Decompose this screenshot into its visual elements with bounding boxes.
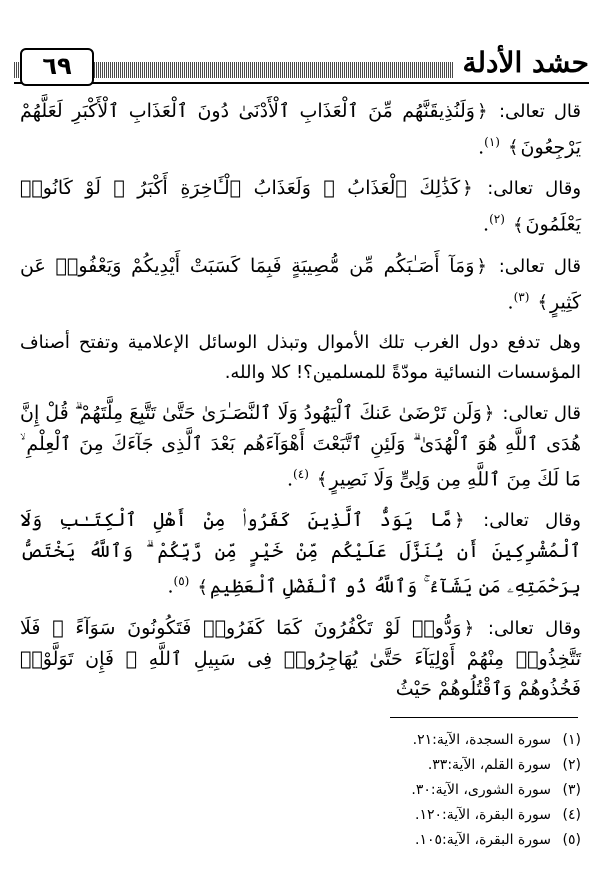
- footnote-item: [321, 728, 581, 753]
- verse-intro: وقال تعالى:: [483, 510, 581, 532]
- ornate-bracket-close: ﴾: [197, 576, 208, 598]
- paragraph-prose: وهل تدفع دول الغرب تلك الأموال وتبذل الوسائل الإعلامية وتفتح أصناف المؤسسات النسائية مودّةً للمسلمين؟! كلا والله.: [20, 331, 581, 383]
- quran-verse: مَّا يَوَدُّ ٱلَّذِينَ كَفَرُوا۟ مِنْ أَهْلِ ٱلْكِتَـٰبِ وَلَا ٱلْمُشْرِكِينَ أَن يُنَزَّلَ عَلَيْكُم مِّنْ خَيْرٍ مِّن رَّبِّكُمْ ۗ وَٱللَّهُ يَخْتَصُّ بِرَحْمَتِهِۦ مَن يَشَآءُ ۚ وَٱللَّهُ ذُو ٱلْفَضْلِ ٱلْعَظِيمِ: [20, 509, 581, 598]
- paragraph-verse-5: [20, 505, 581, 602]
- ornate-bracket-close: ﴾: [508, 137, 519, 159]
- verse-end: .: [478, 136, 485, 159]
- verse-end: .: [167, 575, 174, 598]
- quran-verse: وَدُّوا۟ لَوْ تَكْفُرُونَ كَمَا كَفَرُوا۟ فَتَكُونُونَ سَوَآءً ۖ فَلَا تَتَّخِذُوا۟ مِنْهُمْ أَوْلِيَآءَ حَتَّىٰ يُهَاجِرُوا۟ فِى سَبِيلِ ٱللَّهِ ۚ فَإِن تَوَلَّوْا۟ فَخُذُوهُمْ وَٱقْتُلُوهُمْ حَيْثُ: [20, 616, 581, 700]
- footnote-number: (٤): [562, 807, 581, 823]
- ornate-bracket-open: ﴿: [476, 255, 487, 277]
- ornate-bracket-open: ﴿: [463, 617, 475, 639]
- footnote-number: (١): [562, 732, 581, 748]
- verse-end: .: [287, 468, 294, 491]
- footnote-ref: (٤): [293, 466, 309, 481]
- ornate-bracket-close: ﴾: [537, 291, 548, 313]
- paragraph-verse-1: [20, 96, 581, 163]
- footnote-ref: (٢): [489, 212, 505, 227]
- quran-verse: وَلَن تَرْضَىٰ عَنكَ ٱلْيَهُودُ وَلَا ٱلنَّصَـٰرَىٰ حَتَّىٰ تَتَّبِعَ مِلَّتَهُمْ ۗ قُلْ إِنَّ هُدَى ٱللَّهِ هُوَ ٱلْهُدَىٰ ۗ وَلَئِنِ ٱتَّبَعْتَ أَهْوَآءَهُم بَعْدَ ٱلَّذِى جَآءَكَ مِنَ ٱلْعِلْمِ ۙ مَا لَكَ مِنَ ٱللَّهِ مِن وَلِىٍّ وَلَا نَصِيرٍ: [20, 401, 581, 491]
- ornate-bracket-open: ﴿: [462, 178, 473, 200]
- footnote-text: سورة الشورى، الآية:٣٠.: [411, 782, 551, 798]
- paragraph-verse-4: [20, 398, 581, 495]
- footnote-ref: (٣): [513, 289, 530, 304]
- page-number: ٦٩: [20, 48, 94, 86]
- footnote-ref: (١): [484, 135, 500, 149]
- quran-verse: كَذَٰلِكَ ٱلْعَذَابُ ۖ وَلَعَذَابُ ٱلْـَٔاخِرَةِ أَكْبَرُ ۚ لَوْ كَانُوا۟ يَعْلَمُونَ: [20, 177, 581, 236]
- main-text: [20, 96, 581, 714]
- footnote-item: [321, 753, 581, 778]
- footnotes: [321, 728, 581, 853]
- page-header: [14, 44, 589, 88]
- footnote-number: (٣): [562, 782, 581, 798]
- verse-intro: قال تعالى:: [498, 255, 581, 277]
- footnote-ref: (٥): [173, 574, 190, 589]
- footnote-number: (٢): [562, 757, 581, 773]
- verse-intro: وقال تعالى:: [487, 617, 581, 639]
- ornate-bracket-open: ﴿: [483, 402, 495, 424]
- verse-intro: قال تعالى:: [502, 402, 582, 424]
- paragraph-verse-2: [20, 173, 581, 240]
- footnote-text: سورة القلم، الآية:٣٣.: [427, 757, 551, 773]
- running-title: حشد الأدلة: [453, 44, 590, 82]
- footnote-separator: [390, 717, 578, 718]
- footnote-item: [321, 778, 581, 803]
- ornate-bracket-open: ﴿: [454, 510, 465, 532]
- ornate-bracket-close: ﴾: [512, 214, 524, 236]
- footnote-text: سورة السجدة، الآية:٢١.: [412, 732, 551, 748]
- verse-intro: قال تعالى:: [498, 101, 581, 122]
- header-rule: [14, 82, 589, 84]
- footnote-number: (٥): [562, 832, 581, 848]
- paragraph-verse-3: [20, 251, 581, 318]
- verse-intro: وقال تعالى:: [487, 178, 582, 200]
- footnote-item: [321, 803, 581, 828]
- ornate-bracket-close: ﴾: [316, 469, 328, 491]
- quran-verse: وَلَنُذِيقَنَّهُم مِّنَ ٱلْعَذَابِ ٱلْأَدْنَىٰ دُونَ ٱلْعَذَابِ ٱلْأَكْبَرِ لَعَلَّهُمْ يَرْجِعُونَ: [20, 100, 581, 159]
- paragraph-verse-6: [20, 613, 581, 704]
- verse-end: .: [483, 213, 490, 236]
- ornate-bracket-open: ﴿: [476, 101, 488, 122]
- footnote-text: سورة البقرة، الآية:١٢٠.: [414, 807, 551, 823]
- footnote-text: سورة البقرة، الآية:١٠٥.: [414, 832, 551, 848]
- verse-end: .: [507, 290, 514, 313]
- quran-verse: وَمَآ أَصَـٰبَكُم مِّن مُّصِيبَةٍ فَبِمَا كَسَبَتْ أَيْدِيكُمْ وَيَعْفُوا۟ عَن كَثِيرٍ: [20, 254, 581, 313]
- footnote-item: [321, 828, 581, 853]
